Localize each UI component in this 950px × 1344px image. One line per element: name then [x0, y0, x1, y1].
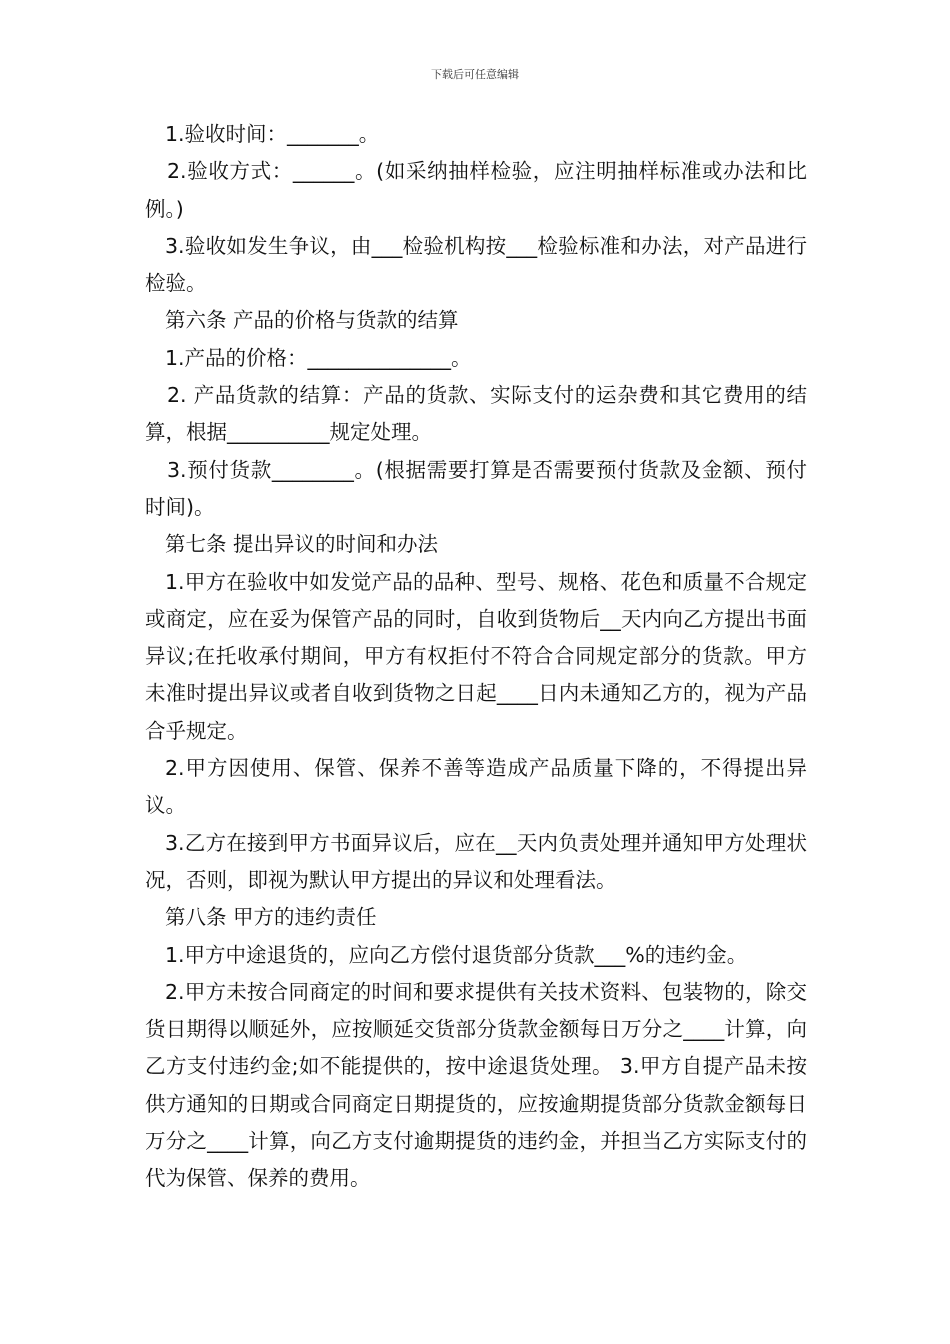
clause-6-item-1: 1.产品的价格：______________。 [165, 345, 472, 370]
clause-7-item-2: 2.甲方因使用、保管、保养不善等造成产品质量下降的，不得提出异议。 [145, 756, 807, 818]
document-body [145, 116, 807, 1198]
clause-8-heading: 第八条 甲方的违约责任 [165, 905, 377, 930]
clause-6-heading: 第六条 产品的价格与货款的结算 [165, 308, 459, 333]
clause-5-item-2: 2.验收方式：______。(如采纳抽样检验，应注明抽样标准或办法和比例。) [145, 159, 807, 221]
clause-6-item-3: 3.预付货款________。(根据需要打算是否需要预付货款及金额、预付时间)。 [145, 457, 807, 519]
clause-6-item-2: 2. 产品货款的结算：产品的货款、实际支付的运杂费和其它费用的结算，根据__________规定处理。 [145, 383, 807, 445]
clause-7-item-3: 3.乙方在接到甲方书面异议后，应在__天内负责处理并通知甲方处理状况，否则，即视为默认甲方提出的异议和处理看法。 [145, 830, 807, 892]
clause-5-item-1: 1.验收时间：_______。 [165, 122, 380, 146]
clause-5-item-3: 3.验收如发生争议，由___检验机构按___检验标准和办法，对产品进行检验。 [145, 233, 807, 296]
clause-7-heading: 第七条 提出异议的时间和办法 [165, 532, 439, 557]
clause-8-item-2-3: 2.甲方未按合同商定的时间和要求提供有关技术资料、包装物的，除交货日期得以顺延外，应按顺延交货部分货款金额每日万分之____计算，向乙方支付违约金;如不能提供的，按中途退货处理。 3.甲方自提产品未按供方通知的日期或合同商定日期提货的，应按逾期提货部分货款金额每日万分之____计算，向乙方支付逾期提货的违约金，并担当乙方实际支付的代为保管、保养的费用。 [145, 979, 807, 1191]
page-header: 下载后可任意编辑 [431, 68, 519, 81]
clause-8-item-1: 1.甲方中途退货的，应向乙方偿付退货部分货款___%的违约金。 [165, 942, 748, 967]
clause-7-item-1: 1.甲方在验收中如发觉产品的品种、型号、规格、花色和质量不合规定或商定，应在妥为保管产品的同时，自收到货物后__天内向乙方提出书面异议;在托收承付期间，甲方有权拒付不符合合同规定部分的货款。甲方未准时提出异议或者自收到货物之日起____日内未通知乙方的，视为产品合乎规定。 [145, 569, 807, 743]
